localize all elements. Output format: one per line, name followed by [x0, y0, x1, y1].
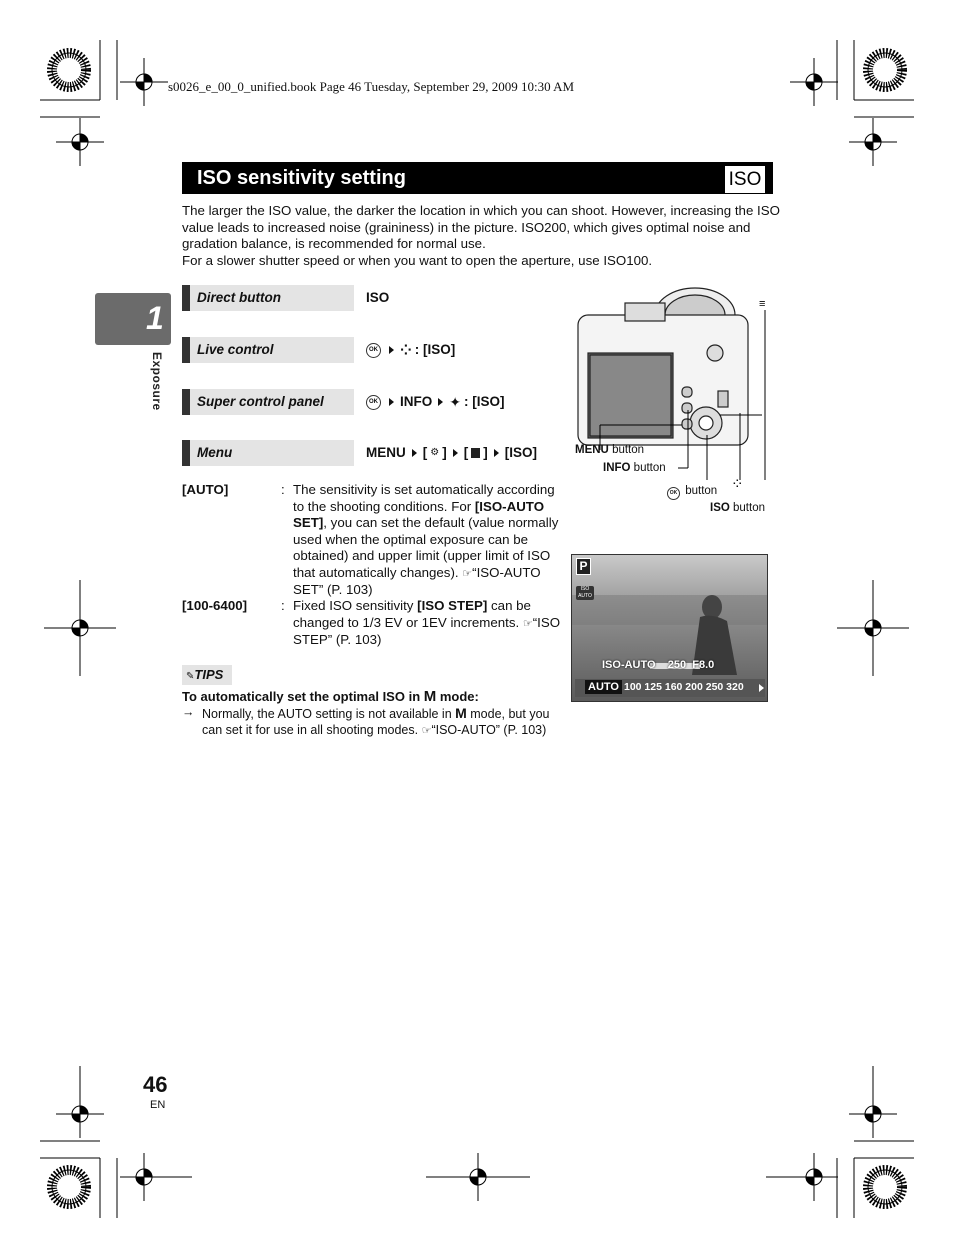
desc-ref: “ISO STEP” (P. 103) [293, 614, 561, 647]
mode-m-glyph: M [423, 688, 437, 705]
desc-ref: “ISO-AUTO SET” (P. 103) [293, 564, 541, 597]
arrow-right-icon [453, 449, 458, 457]
option-desc-auto [293, 482, 563, 599]
intro-paragraph: For a slower shutter speed or when you want to open the aperture, use ISO100. [182, 252, 653, 268]
menu-text: MENU [366, 445, 406, 460]
mode-p-badge: P [576, 558, 591, 575]
ok-rest: button [685, 485, 718, 497]
arrow-right-icon [389, 346, 394, 354]
option-key-auto: [AUTO] [182, 482, 229, 497]
arrow-right-icon [759, 684, 764, 692]
bracket-close: ] [442, 445, 447, 460]
desc-text: can be changed to 1/3 EV or 1EV increments. [293, 598, 531, 630]
iso-auto-icon: ISO AUTO [576, 586, 594, 600]
iso-section-icon: ISO [724, 165, 766, 194]
submenu-e-icon [471, 448, 480, 458]
desc-text: , you can set the default (value normally used when the optimal exposure can be obtained) and upper limit (upper limit of ISO that automatically changes). [293, 515, 559, 580]
access-label-live: Live control [182, 337, 354, 363]
bracket-open: [ [422, 445, 428, 460]
section-title: ISO sensitivity setting [197, 167, 406, 189]
access-value-direct [366, 285, 389, 311]
desc-bold: [ISO-AUTO SET] [293, 498, 545, 530]
tips-heading-text: To automatically set the optimal ISO in [182, 689, 424, 704]
info-text: INFO [400, 394, 433, 409]
access-value-text: : [ISO] [414, 342, 456, 357]
option-colon: : [281, 482, 285, 497]
info-bold: INFO [603, 462, 631, 474]
tips-heading [182, 688, 479, 705]
menu-bold: MENU [575, 444, 609, 456]
desc-text: Fixed ISO sensitivity [293, 598, 418, 613]
menu-rest: button [608, 444, 645, 456]
desc-bold: [ISO STEP] [417, 598, 488, 613]
arrow-pad-icon: ✦ [449, 394, 461, 410]
tips-body-ref: “ISO-AUTO” (P. 103) [431, 723, 547, 737]
iso-rest: button [729, 502, 765, 514]
info-rest: button [630, 462, 666, 474]
tips-icon: ✎ [186, 671, 195, 682]
option-colon: : [281, 598, 285, 613]
dial-icon: ⁘ [731, 476, 744, 493]
tips-heading-text: mode: [436, 689, 479, 704]
page-ref-icon: ☞ [462, 567, 473, 580]
access-value-text: : [ISO] [463, 394, 505, 409]
ok-icon: OK [366, 395, 381, 410]
tips-badge [182, 665, 232, 685]
arrow-right-icon [412, 449, 417, 457]
access-value-super [366, 389, 504, 415]
access-label-menu: Menu [182, 440, 354, 466]
access-value-live [366, 337, 455, 363]
page-language: EN [150, 1099, 166, 1111]
iso-button-label [710, 502, 765, 514]
bracket-open: [ [463, 445, 469, 460]
lcd-screen-preview [571, 554, 768, 702]
access-label-super: Super control panel [182, 389, 354, 415]
tips-badge-text: TIPS [194, 667, 224, 682]
option-desc-range [293, 598, 563, 649]
desc-text: The sensitivity is set automatically according to the shooting conditions. For [293, 482, 555, 514]
print-header-line: s0026_e_00_0_unified.book Page 46 Tuesday, September 29, 2009 10:30 AM [168, 79, 575, 94]
access-value-text: [ISO] [504, 445, 537, 460]
custom-menu-icon: ⚙ [430, 447, 440, 458]
chapter-side-label: Exposure [150, 352, 164, 411]
iso-auto-selected: AUTO [585, 680, 622, 694]
iso-bold: ISO [710, 502, 730, 514]
tips-body-text: mode, but you can set it for use in all shooting modes. [202, 707, 550, 737]
ok-icon: OK [366, 343, 381, 358]
info-button-label [603, 462, 666, 474]
arrow-right-icon [438, 398, 443, 406]
tips-body [202, 705, 562, 739]
rear-dial-icon: ≡ [759, 298, 766, 310]
tips-body-text: Normally, the AUTO setting is not available in [202, 707, 456, 721]
mode-m-glyph: M [455, 705, 467, 721]
access-value-menu [366, 440, 537, 466]
intro-text [182, 203, 782, 269]
tips-arrow: → [182, 705, 195, 719]
arrow-right-icon [389, 398, 394, 406]
ok-button-label [667, 485, 717, 500]
access-label-direct: Direct button [182, 285, 354, 311]
access-value-text: ISO [366, 290, 390, 305]
intro-paragraph: The larger the ISO value, the darker the location in which you can shoot. However, increasing the ISO value leads to increased noise (graininess) in the picture. ISO200, which gives optimal noise and gradation balance, is recommended for normal use. [182, 203, 780, 251]
page-ref-icon: ☞ [522, 617, 533, 630]
chapter-number: 1 [146, 300, 164, 336]
menu-button-label [575, 444, 644, 456]
page-number: 46 [143, 1072, 168, 1097]
iso-selector-bar [575, 679, 765, 697]
iso-values: 100 125 160 200 250 320 [624, 681, 744, 693]
arrow-right-icon [494, 449, 499, 457]
exposure-readout: ISO-AUTO 250 F8.0 [602, 659, 715, 671]
bracket-close: ] [483, 445, 488, 460]
dial-icon: ⁘ [400, 342, 412, 358]
ok-icon: OK [667, 487, 680, 500]
page-ref-icon: ☞ [421, 725, 432, 737]
option-key-range: [100-6400] [182, 598, 248, 613]
